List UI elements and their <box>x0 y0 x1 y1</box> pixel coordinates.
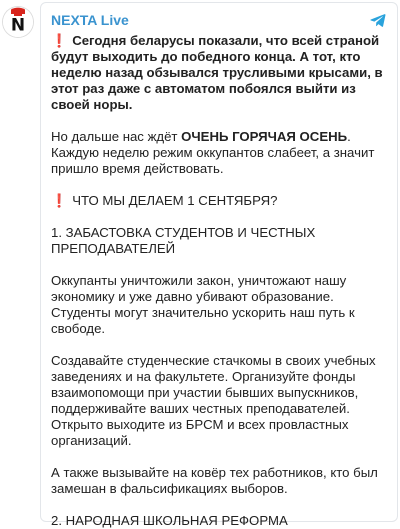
intro-paragraph <box>51 33 387 113</box>
autumn-text-start: Но дальше нас ждёт <box>51 129 182 144</box>
section-heading-text: ЧТО МЫ ДЕЛАЕМ 1 СЕНТЯБРЯ? <box>72 193 278 208</box>
section-heading <box>51 193 387 209</box>
message-text <box>51 33 387 529</box>
strike-committee-paragraph: Создавайте студенческие стачкомы в своих учебных заведениях и на факультете. Организуйте фонды взаимопомощи при участии бывших выпускников, поддерживайте ваших честных преподавателей. Открыто выходите из БРСМ и всех провластных организаций. <box>51 353 376 448</box>
message-header <box>51 10 387 30</box>
students-paragraph: Оккупанты уничтожили закон, уничтожают нашу экономику и уже давно убивают образование. Студенты могут значительно ускорить наш путь к свободе. <box>51 273 355 336</box>
channel-name[interactable]: NEXTA Live <box>51 12 129 28</box>
avatar[interactable] <box>2 6 34 38</box>
intro-text: Сегодня беларусы показали, что всей страной будут выходить до победного конца. А тот, кто неделю назад обзывался трусливыми крысами, в этот раз даже с автоматом побоялся выйти из своей норы. <box>51 33 383 112</box>
exclamation-icon: ❗ <box>51 33 68 48</box>
autumn-bold-text: ОЧЕНЬ ГОРЯЧАЯ ОСЕНЬ <box>181 129 348 144</box>
nexta-logo-icon <box>2 6 34 38</box>
message-card <box>40 2 398 528</box>
autumn-paragraph <box>51 129 387 177</box>
autumn-text-end: . Каждую неделю режим оккупантов слабеет, а значит пришло время действовать. <box>51 129 375 176</box>
item-2-title: 2. НАРОДНАЯ ШКОЛЬНАЯ РЕФОРМА <box>51 513 288 528</box>
falsification-paragraph: А также вызывайте на ковёр тех работников, кто был замешан в фальсификациях выборов. <box>51 465 378 496</box>
item-1-title: 1. ЗАБАСТОВКА СТУДЕНТОВ И ЧЕСТНЫХ ПРЕПОДАВАТЕЛЕЙ <box>51 225 316 256</box>
telegram-icon[interactable] <box>369 11 387 29</box>
exclamation-icon: ❗ <box>51 193 68 208</box>
avatar-letter: N <box>10 15 26 36</box>
